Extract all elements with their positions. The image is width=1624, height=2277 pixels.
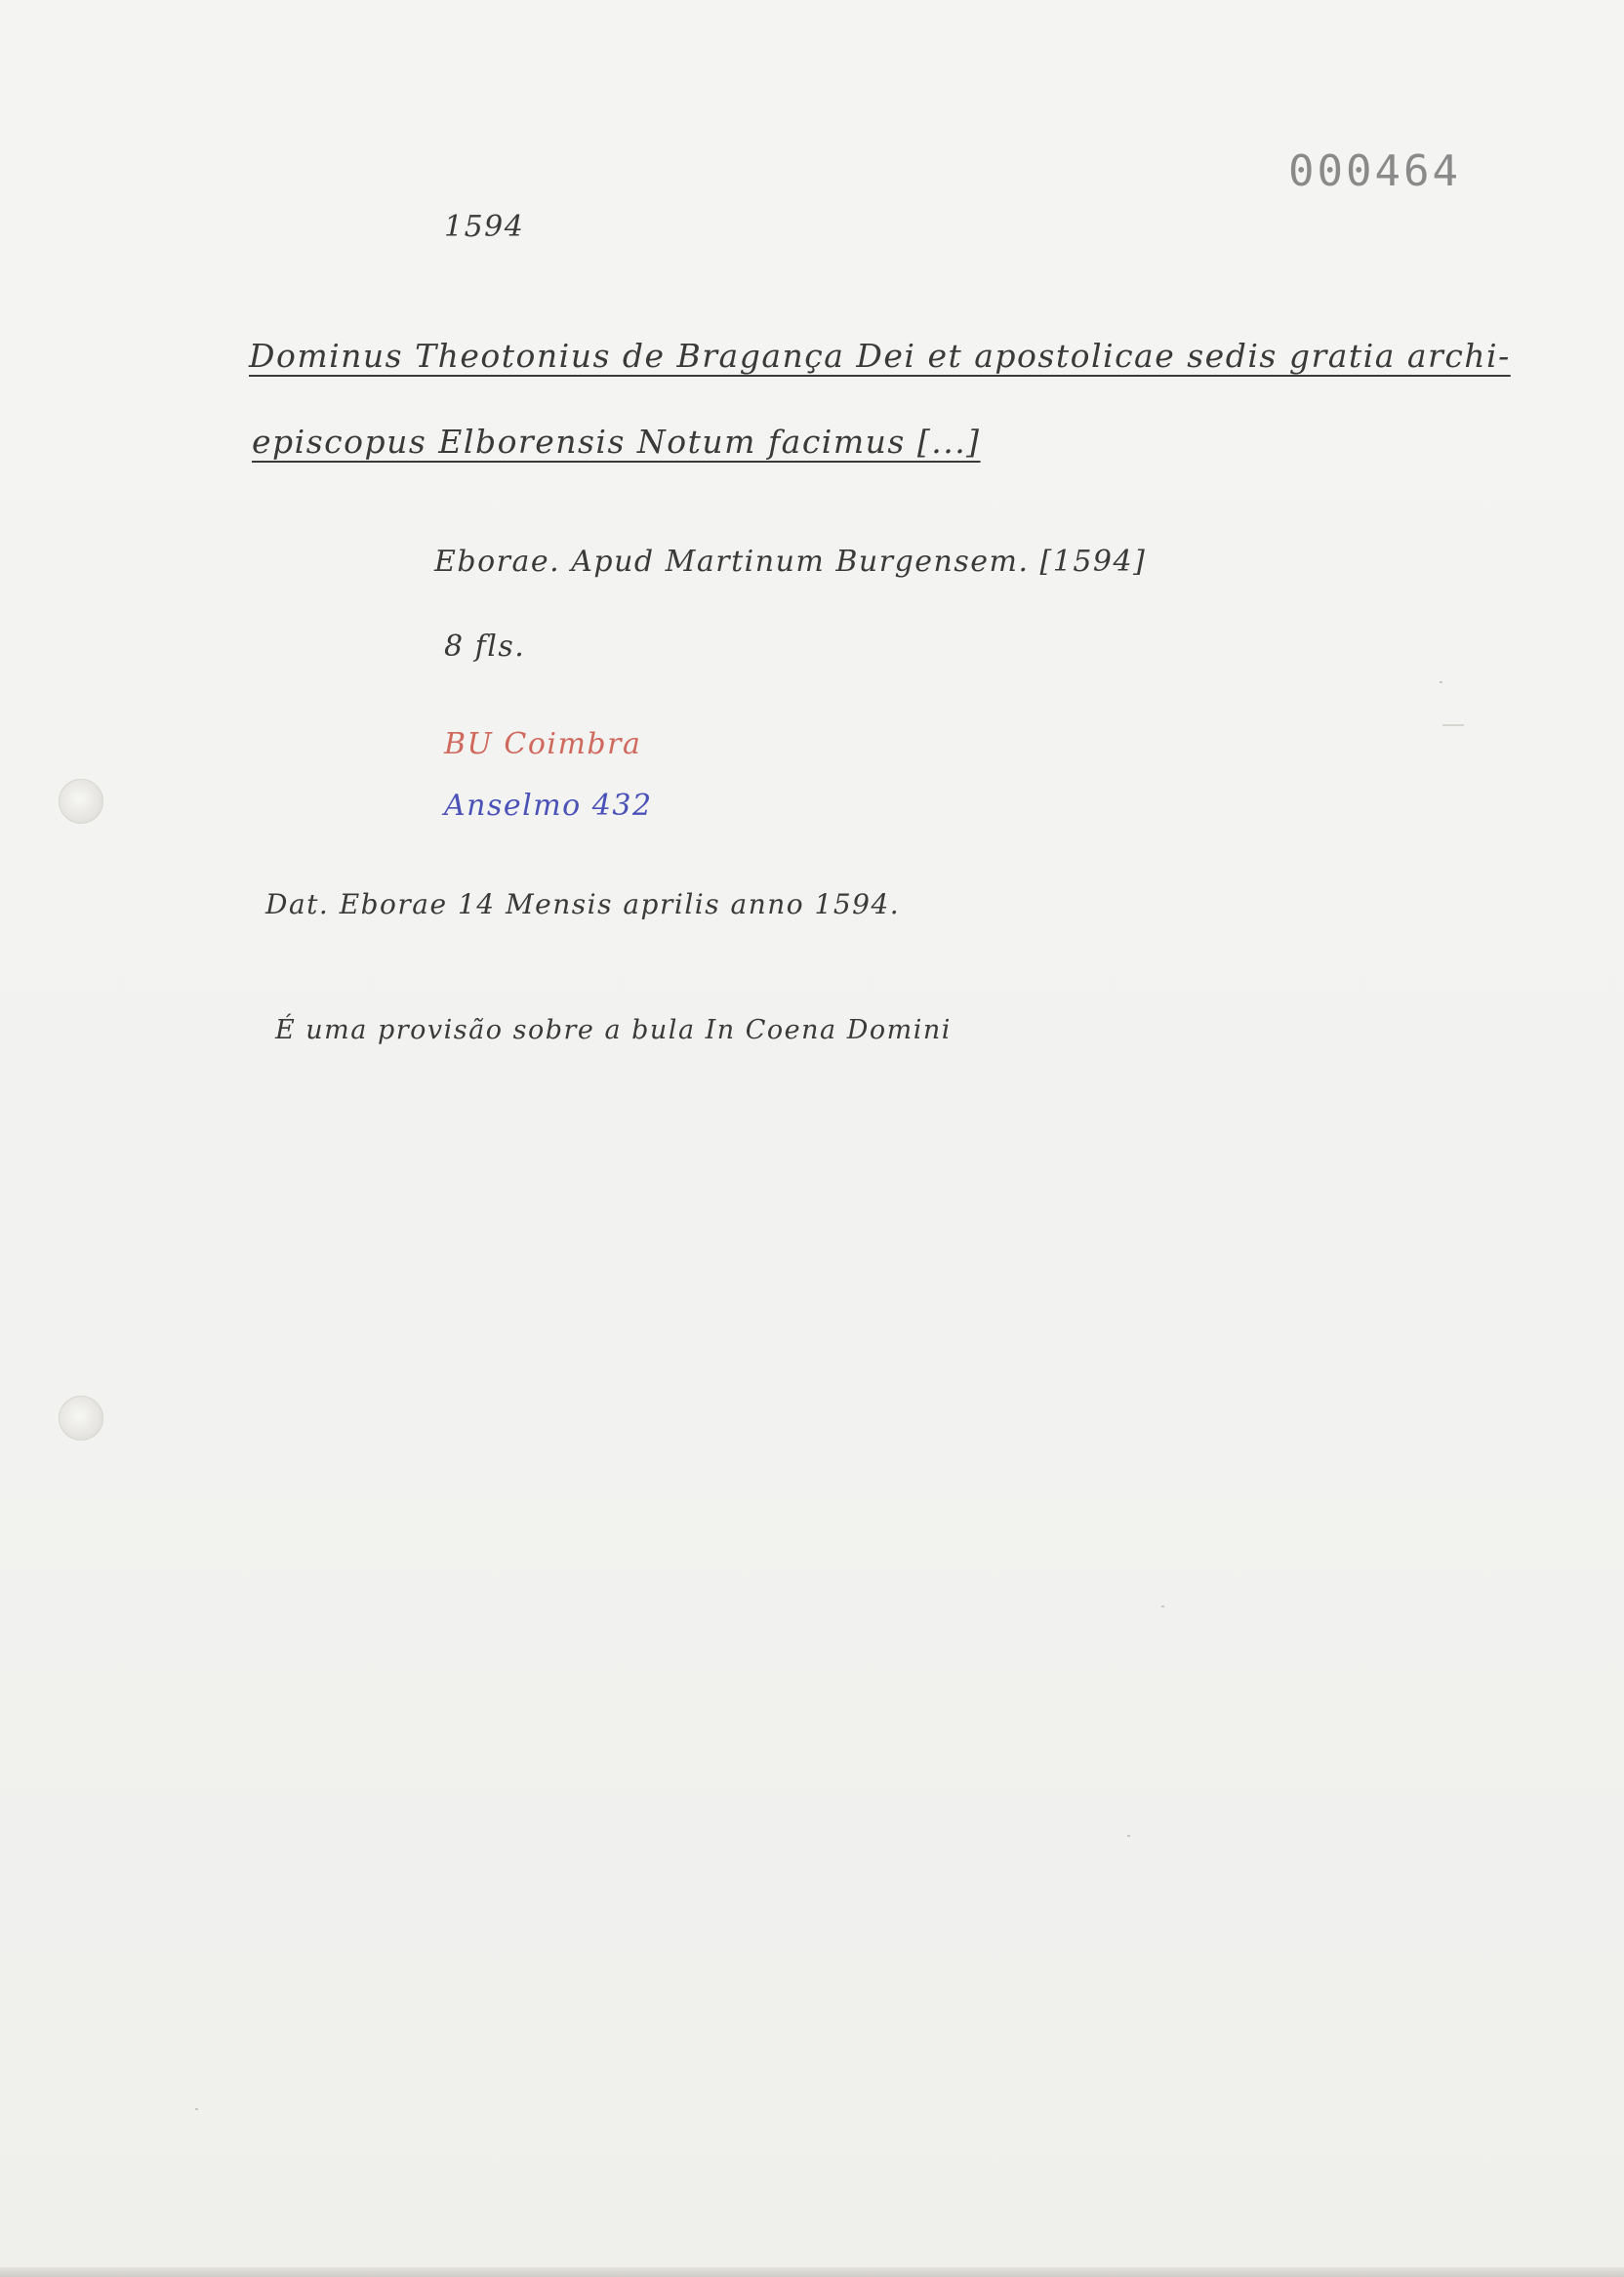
title-line-1: Dominus Theotonius de Bragança Dei et apostolicae sedis gratia archi-	[249, 337, 1511, 375]
paper-speck	[1440, 681, 1442, 683]
punch-hole-top	[59, 779, 103, 824]
holding-library: BU Coimbra	[444, 727, 642, 761]
imprint-line: Eborae. Apud Martinum Burgensem. [1594]	[434, 545, 1147, 579]
holding-reference: Anselmo 432	[444, 789, 653, 823]
title-line-2: episcopus Elborensis Notum facimus [...]	[252, 423, 981, 461]
paper-speck	[1442, 724, 1464, 726]
dated-line: Dat. Eborae 14 Mensis aprilis anno 1594.	[265, 888, 901, 920]
archive-stamp-number: 000464	[1288, 146, 1461, 196]
paper-speck	[1127, 1835, 1130, 1837]
note-line: É uma provisão sobre a bula In Coena Domini	[275, 1015, 952, 1045]
punch-hole-bottom	[59, 1396, 103, 1441]
sheet-bottom-edge	[0, 2267, 1624, 2277]
paper-speck	[195, 2108, 198, 2110]
paper-speck	[1161, 1606, 1164, 1607]
folio-count: 8 fls.	[444, 630, 526, 664]
year-heading: 1594	[444, 210, 525, 244]
